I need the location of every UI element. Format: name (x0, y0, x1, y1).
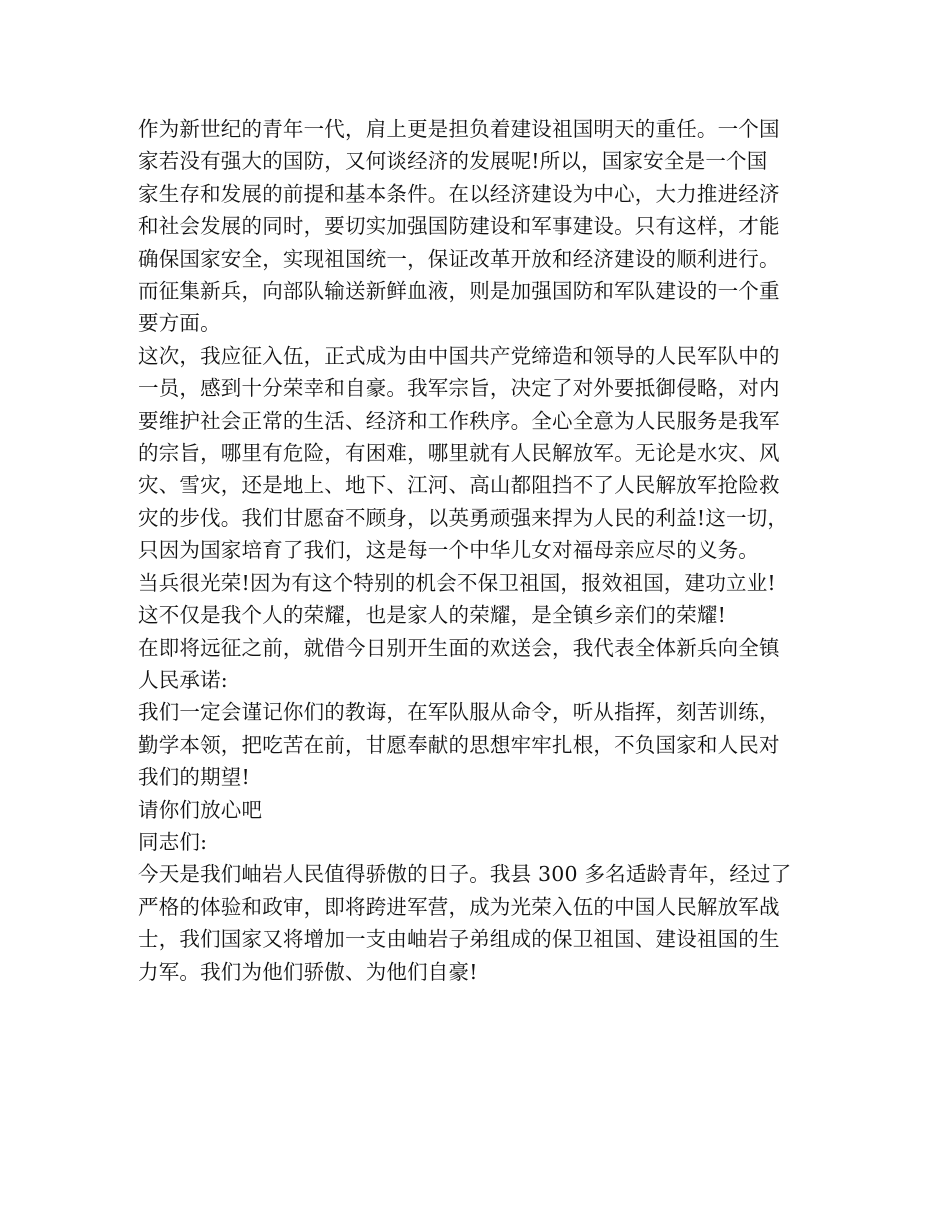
text-line: 确保国家安全，实现祖国统一，保证改革开放和经济建设的顺利进行。 (138, 246, 780, 271)
text-line: 家生存和发展的前提和基本条件。在以经济建设为中心，大力推进经济 (138, 181, 780, 206)
text-line: 灾、雪灾，还是地上、地下、江河、高山都阻挡不了人民解放军抢险救 (138, 473, 780, 498)
text-line: 力军。我们为他们骄傲、为他们自豪! (138, 959, 478, 984)
text-line: 要维护社会正常的生活、经济和工作秩序。全心全意为人民服务是我军 (138, 408, 780, 433)
text-line: 勤学本领，把吃苦在前，甘愿奉献的思想牢牢扎根，不负国家和人民对 (138, 732, 780, 757)
text-line: 灾的步伐。我们甘愿奋不顾身，以英勇顽强来捍为人民的利益!这一切， (138, 505, 789, 530)
text-line: 士，我们国家又将增加一支由岫岩子弟组成的保卫祖国、建设祖国的生 (138, 927, 780, 952)
text-line: 我们一定会谨记你们的教诲，在军队服从命令，听从指挥，刻苦训练， (138, 700, 780, 725)
text-line: 只因为国家培育了我们，这是每一个中华儿女对福母亲应尽的义务。 (138, 538, 759, 563)
text-line: 这次，我应征入伍，正式成为由中国共产党缔造和领导的人民军队中的 (138, 343, 780, 368)
text-line: 我们的期望! (138, 765, 250, 790)
text-line: 一员，感到十分荣幸和自豪。我军宗旨，决定了对外要抵御侵略，对内 (138, 376, 780, 401)
text-line: 这不仅是我个人的荣耀，也是家人的荣耀，是全镇乡亲们的荣耀! (138, 603, 727, 628)
text-line: 严格的体验和政审，即将跨进军营，成为光荣入伍的中国人民解放军战 (138, 894, 780, 919)
text-line: 的宗旨，哪里有危险，有困难，哪里就有人民解放军。无论是水灾、风 (138, 441, 780, 466)
text-line: 在即将远征之前，就借今日别开生面的欢送会，我代表全体新兵向全镇 (138, 635, 780, 660)
text-line: 作为新世纪的青年一代，肩上更是担负着建设祖国明天的重任。一个国 (138, 117, 780, 141)
document-body (138, 113, 828, 988)
text-line: 当兵很光荣!因为有这个特别的机会不保卫祖国，报效祖国，建功立业! (138, 570, 776, 595)
text-line: 家若没有强大的国防，又何谈经济的发展呢!所以，国家安全是一个国 (138, 149, 768, 174)
text-line: 而征集新兵，向部队输送新鲜血液，则是加强国防和军队建设的一个重 (138, 279, 780, 304)
text-line: 请你们放心吧 (138, 797, 263, 822)
text-line: 人民承诺: (138, 667, 228, 692)
text-line: 要方面。 (138, 311, 221, 336)
text-line: 同志们: (138, 829, 208, 854)
text-line: 今天是我们岫岩人民值得骄傲的日子。我县 300 多名适龄青年，经过了 (138, 862, 792, 887)
text-line: 和社会发展的同时，要切实加强国防建设和军事建设。只有这样，才能 (138, 214, 780, 239)
